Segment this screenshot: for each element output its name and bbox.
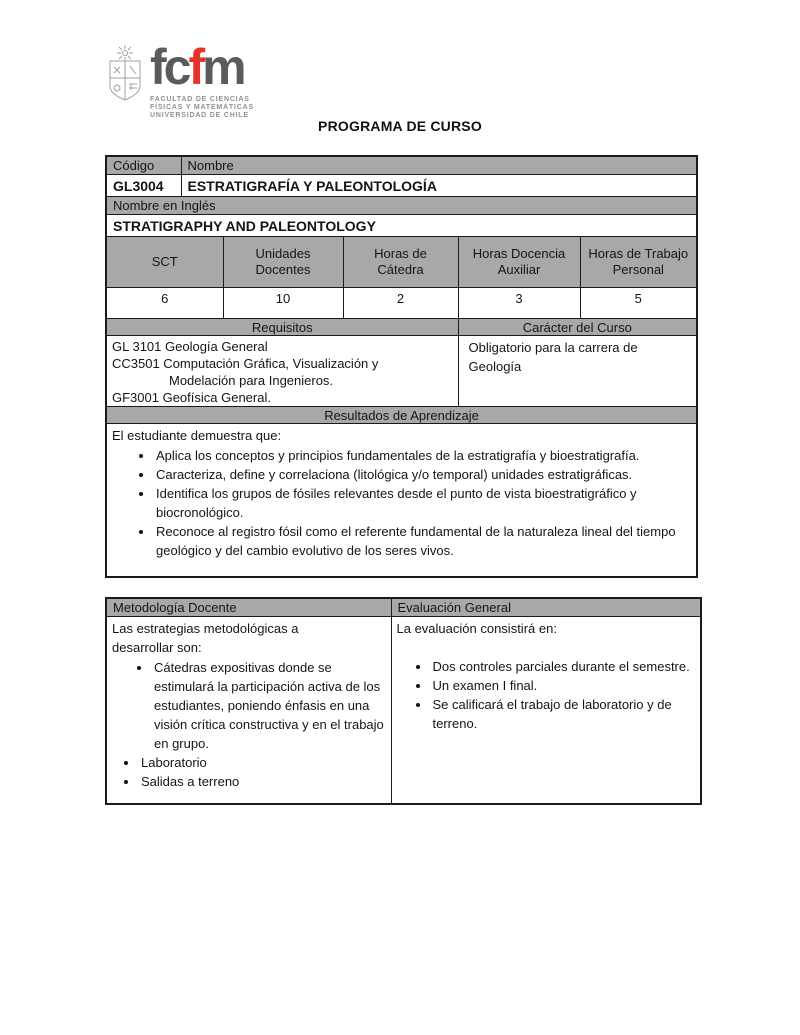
caracter-label-cell: Carácter del Curso xyxy=(458,319,697,336)
university-crest-icon xyxy=(105,44,145,102)
resultados-label-cell: Resultados de Aprendizaje xyxy=(106,407,697,424)
caption-line: UNIVERSIDAD DE CHILE xyxy=(150,112,249,119)
requisito-line: GL 3101 Geología General xyxy=(112,339,268,354)
fcfm-logo xyxy=(105,39,254,120)
logo-text-block xyxy=(150,39,254,120)
caption-line: FÍSICAS Y MATEMÁTICAS xyxy=(150,104,254,111)
resultados-header-row xyxy=(106,407,697,424)
requisitos-content-row xyxy=(106,336,697,407)
learning-outcomes-list xyxy=(112,446,692,560)
resultados-intro: El estudiante demuestra que: xyxy=(112,428,282,443)
page-title: PROGRAMA DE CURSO xyxy=(318,118,482,134)
evaluacion-intro: La evaluación consistirá en: xyxy=(396,621,557,636)
evaluacion-item: • Se calificará el trabajo de laboratorio y de terreno. xyxy=(431,695,697,733)
horas-trabajo-header-cell: Horas de Trabajo Personal xyxy=(580,237,697,288)
horas-catedra-header-cell: Horas de Cátedra xyxy=(343,237,458,288)
evaluacion-label-cell: Evaluación General xyxy=(391,598,701,617)
learning-outcome-item: • Identifica los grupos de fósiles relevantes desde el punto de vista bioestratigráfico y biocronológico. xyxy=(154,484,692,522)
wordmark-red-part: f xyxy=(188,39,203,95)
learning-outcome-item: • Aplica los conceptos y principios fundamentales de la estratigrafía y bioestratigrafía. xyxy=(154,446,692,465)
requisito-line: Modelación para Ingenieros. xyxy=(169,373,334,388)
course-info-table xyxy=(105,155,698,578)
method-eval-header-row xyxy=(106,598,701,617)
metodologia-content-cell xyxy=(106,617,391,805)
learning-outcome-item: • Caracteriza, define y correlaciona (litológica y/o temporal) unidades estratigráficas. xyxy=(154,465,692,484)
metodologia-item: • Cátedras expositivas donde se estimulará la participación activa de los estudiantes, poniendo énfasis en una visión crítica constructiva y en el trabajo en grupo. xyxy=(152,658,387,753)
code-name-value-row xyxy=(106,175,697,197)
unidades-docentes-value-cell: 10 xyxy=(223,288,343,319)
codigo-value-cell: GL3004 xyxy=(106,175,181,197)
sct-header-cell: SCT xyxy=(106,237,223,288)
evaluacion-item: • Dos controles parciales durante el semestre. xyxy=(431,657,697,676)
metodologia-item: • Laboratorio xyxy=(139,753,387,772)
fcfm-wordmark xyxy=(150,39,254,95)
method-eval-content-row xyxy=(106,617,701,805)
methodology-evaluation-table xyxy=(105,597,702,805)
caracter-content-cell: Obligatorio para la carrera de Geología xyxy=(458,336,697,407)
evaluacion-content-cell xyxy=(391,617,701,805)
nombre-label-cell: Nombre xyxy=(181,156,697,175)
metodologia-intro-line: desarrollar son: xyxy=(112,640,202,655)
english-name-header-row xyxy=(106,197,697,215)
metodologia-label-cell: Metodología Docente xyxy=(106,598,391,617)
resultados-content-row xyxy=(106,424,697,578)
metodologia-intro-line: Las estrategias metodológicas a xyxy=(112,621,299,636)
faculty-caption xyxy=(150,96,254,120)
hours-value-row xyxy=(106,288,697,319)
nombre-ingles-value-cell: STRATIGRAPHY AND PALEONTOLOGY xyxy=(106,215,697,237)
requisito-line: CC3501 Computación Gráfica, Visualización y xyxy=(112,356,379,371)
metodologia-item: • Salidas a terreno xyxy=(139,772,387,791)
metodologia-list xyxy=(112,658,387,791)
nombre-ingles-label-cell: Nombre en Inglés xyxy=(106,197,697,215)
nombre-value-cell: ESTRATIGRAFÍA Y PALEONTOLOGÍA xyxy=(181,175,697,197)
requisito-line: GF3001 Geofísica General. xyxy=(112,390,271,405)
wordmark-gray-part: m xyxy=(202,39,244,95)
sct-value-cell: 6 xyxy=(106,288,223,319)
requisitos-content-cell xyxy=(106,336,458,407)
evaluacion-list xyxy=(397,657,697,733)
evaluacion-item: • Un examen I final. xyxy=(431,676,697,695)
learning-outcome-item: • Reconoce al registro fósil como el referente fundamental de la naturaleza lineal del tiempo geológico y del cambio evolutivo de los seres vivos. xyxy=(154,522,692,560)
codigo-label-cell: Código xyxy=(106,156,181,175)
english-name-value-row xyxy=(106,215,697,237)
caption-line: FACULTAD DE CIENCIAS xyxy=(150,96,250,103)
horas-trabajo-value-cell: 5 xyxy=(580,288,697,319)
horas-docencia-header-cell: Horas Docencia Auxiliar xyxy=(458,237,580,288)
unidades-docentes-header-cell: Unidades Docentes xyxy=(223,237,343,288)
resultados-content-cell xyxy=(106,424,697,578)
horas-catedra-value-cell: 2 xyxy=(343,288,458,319)
requisitos-label-cell: Requisitos xyxy=(106,319,458,336)
wordmark-gray-part: fc xyxy=(150,39,189,95)
code-name-header-row xyxy=(106,156,697,175)
hours-header-row xyxy=(106,237,697,288)
requisitos-header-row xyxy=(106,319,697,336)
horas-docencia-value-cell: 3 xyxy=(458,288,580,319)
